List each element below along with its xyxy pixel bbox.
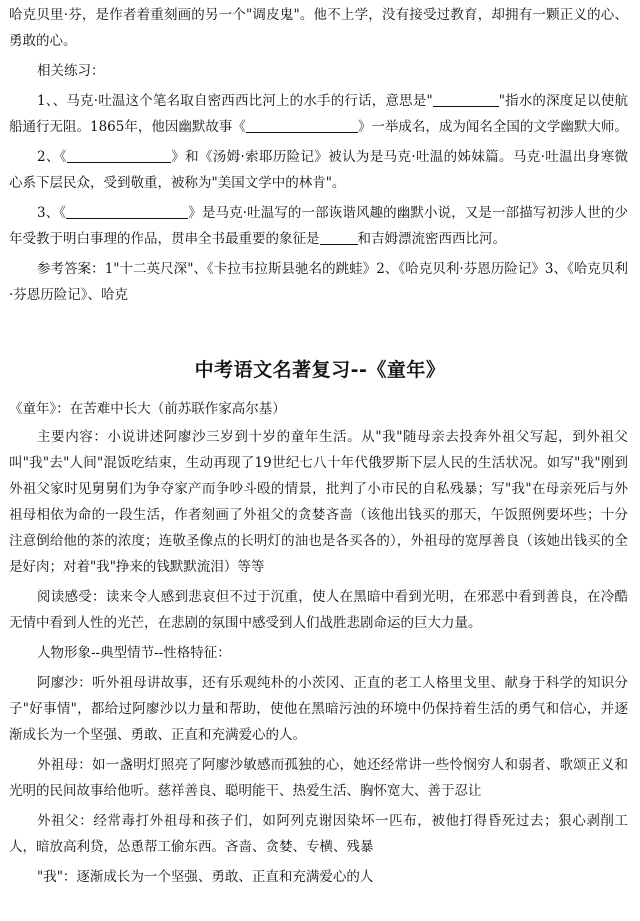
reading-feeling-paragraph: 阅读感受：读来令人感到悲哀但不过于沉重，使人在黑暗中看到光明，在邪恶中看到善良，在冷酷无情中看到人性的光芒，在悲剧的氛围中感受到人们战胜悲剧命运的巨大力量。 xyxy=(9,589,628,631)
answer-blank[interactable] xyxy=(320,230,358,245)
answer-blank[interactable] xyxy=(66,204,188,219)
main-content-paragraph: 主要内容：小说讲述阿廖沙三岁到十岁的童年生活。从"我"随母亲去投奔外祖父写起，到外祖父叫"我"去"人间"混饭吃结束，生动再现了19世纪七八十年代俄罗斯下层人民的生活状况。如写"我"刚到外祖父家时见舅舅们为争夺家产而争吵斗殴的情景，批判了小市民的自私残暴；写"我"在母亲死后与外祖母相依为命的一段生活，作者刻画了外祖父的贪婪吝啬（该他出钱买的那天，午饭照例要坏些；十分注意倒给他的茶的浓度；连敬圣像点的长明灯的油也是各买各的），外祖母的宽厚善良（该她出钱买的全是好肉；对着"我"挣来的钱默默流泪）等等 xyxy=(9,429,628,575)
intro-paragraph: 哈克贝里·芬，是作者着重刻画的另一个"调皮鬼"。他不上学，没有接受过教育，却拥有一颗正义的心、勇敢的心。 xyxy=(9,7,628,49)
q3-text-c: 和吉姆漂流密西西比河。 xyxy=(357,231,506,247)
book-subtitle: 《童年》：在苦难中长大（前苏联作家高尔基） xyxy=(9,401,286,417)
q1-text-b: "指水的深度足以使航船通行无阻。1865年，他因幽默故事《 xyxy=(9,93,628,135)
character-grandmother: 外祖母：如一盏明灯照亮了阿廖沙敏感而孤独的心，她还经常讲一些怜悯穷人和弱者、歌颂正义和光明的民间故事给他听。慈祥善良、聪明能干、热爱生活、胸怀宽大、善于忍让 xyxy=(9,757,628,799)
exercise-question-2 xyxy=(9,144,628,196)
exercise-question-1 xyxy=(9,88,628,140)
reference-answer: 参考答案：1"十二英尺深"、《卡拉韦拉斯县驰名的跳蛙》2、《哈克贝利·芬恩历险记》3、《哈克贝利·芬恩历险记》、哈克 xyxy=(9,261,628,303)
character-alyosha: 阿廖沙：听外祖母讲故事，还有乐观纯朴的小茨冈、正直的老工人格里戈里、献身于科学的知识分子"好事情"，都给过阿廖沙以力量和帮助，使他在黑暗污浊的环境中仍保持着生活的勇气和信心，并逐渐成长为一个坚强、勇敢、正直和充满爱心的人。 xyxy=(9,675,628,743)
section-title: 中考语文名著复习--《童年》 xyxy=(194,359,446,381)
characters-heading: 人物形象--典型情节--性格特征： xyxy=(37,645,231,661)
exercise-heading: 相关练习： xyxy=(37,63,105,79)
answer-blank[interactable] xyxy=(67,148,171,163)
answer-blank[interactable] xyxy=(433,92,499,107)
q2-text-a: 2、《 xyxy=(37,149,67,165)
character-grandfather: 外祖父：经常毒打外祖母和孩子们，如阿列克谢因染坏一匹布，被他打得昏死过去；狠心剥削工人，暗放高利贷，怂恿帮工偷东西。吝啬、贪婪、专横、残暴 xyxy=(9,813,628,855)
character-me: "我"：逐渐成长为一个坚强、勇敢、正直和充满爱心的人 xyxy=(37,869,374,885)
q1-text-c: 》一举成名，成为闻名全国的文学幽默大师。 xyxy=(357,119,628,135)
q2-text-b: 》和《汤姆·索耶历险记》被认为是马克·吐温的姊妹篇。马克·吐温出身寒微心系下层民众，受到敬重，被称为"美国文学中的林肯"。 xyxy=(9,149,628,191)
q3-text-b: 》是马克·吐温写的一部诙谐风趣的幽默小说，又是一部描写初涉人世的少年受教于明白事理的作品，贯串全书最重要的象征是 xyxy=(9,205,628,247)
exercise-block xyxy=(9,58,628,308)
section-body xyxy=(9,396,628,890)
q3-text-a: 3、《 xyxy=(37,205,67,221)
q1-text-a: 1、、马克·吐温这个笔名取自密西西比河上的水手的行话，意思是" xyxy=(37,93,433,109)
answer-blank[interactable] xyxy=(246,118,358,133)
exercise-question-3 xyxy=(9,200,628,252)
